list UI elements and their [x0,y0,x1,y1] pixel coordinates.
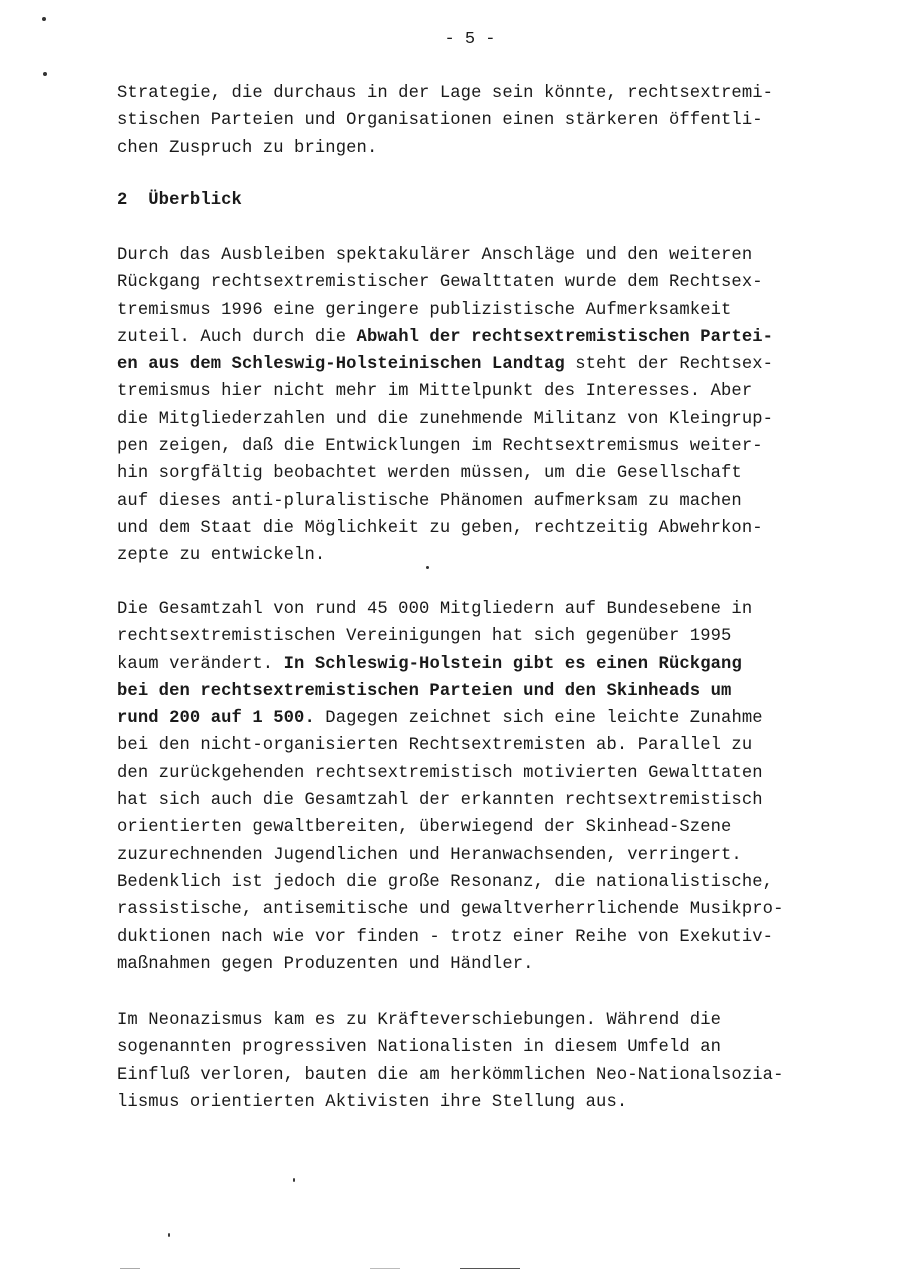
text-run: zepte zu entwickeln. [117,546,326,566]
text-run: die Mitgliederzahlen und die zunehmende Militanz von Kleingrup- [117,409,774,429]
paragraph-1 [117,80,837,162]
text-line: Strategie, die durchaus in der Lage sein könnte, rechtsextremi- [117,84,774,103]
text-line [117,651,837,678]
scan-speck [426,566,429,569]
text-run: zuzurechnenden Jugendlichen und Heranwachsenden, verringert. [117,845,742,865]
text-line [117,596,837,623]
text-line [117,433,837,460]
text-run: und dem Staat die Möglichkeit zu geben, rechtzeitig Abwehrkon- [117,518,763,538]
text-run: auf dieses anti-pluralistische Phänomen aufmerksam zu machen [117,491,742,511]
text-line [117,488,837,515]
text-line: Im Neonazismus kam es zu Kräfteverschiebungen. Während die [117,1011,722,1030]
section-heading-wrap [117,187,837,214]
paragraph-2 [117,242,837,570]
text-line [117,460,837,487]
text-line [117,242,837,269]
text-line [117,924,837,951]
scan-speck [293,1178,295,1182]
text-line: chen Zuspruch zu bringen. [117,138,378,158]
text-line [117,406,837,433]
bold-text-run: In Schleswig-Holstein gibt es einen Rückgang [283,654,742,674]
text-line [117,842,837,869]
text-run: orientierten gewaltbereiten, überwiegend der Skinhead-Szene [117,818,732,838]
scan-line [370,1268,400,1269]
text-run: tremismus hier nicht mehr im Mittelpunkt des Interesses. Aber [117,382,753,402]
text-run: duktionen nach wie vor finden - trotz einer Reihe von Exekutiv- [117,927,774,947]
paragraph-3 [117,596,837,978]
text-run: kaum verändert. [117,654,284,674]
scan-speck [168,1233,170,1237]
scan-line [120,1268,140,1269]
text-run: maßnahmen gegen Produzenten und Händler. [117,954,534,974]
text-line [117,951,837,978]
text-run: tremismus 1996 eine geringere publizistische Aufmerksamkeit [117,300,732,320]
text-line: Einfluß verloren, bauten die am herkömmlichen Neo-Nationalsozia- [117,1065,784,1085]
text-line [117,269,837,296]
text-line [117,542,837,569]
text-run: rechtsextremistischen Vereinigungen hat sich gegenüber 1995 [117,627,732,647]
scan-speck [42,17,46,21]
text-line [117,351,837,378]
text-run: bei den nicht-organisierten Rechtsextremisten ab. Parallel zu [117,736,753,756]
text-line [117,623,837,650]
text-run: hin sorgfältig beobachtet werden müssen, um die Gesellschaft [117,464,742,484]
text-line [117,678,837,705]
text-line [117,378,837,405]
text-run: rassistische, antisemitische und gewaltverherrlichende Musikpro- [117,900,784,920]
text-run: Die Gesamtzahl von rund 45 000 Mitgliedern auf Bundesebene in [117,600,753,619]
text-run: hat sich auch die Gesamtzahl der erkannten rechtsextremistisch [117,791,763,811]
text-run: pen zeigen, daß die Entwicklungen im Rechtsextremismus weiter- [117,437,763,457]
text-line [117,705,837,732]
paragraph-4 [117,1007,837,1116]
text-line [117,324,837,351]
text-run: Dagegen zeichnet sich eine leichte Zunahme [314,709,763,729]
page-number: - 5 - [444,30,496,49]
text-line: stischen Parteien und Organisationen einen stärkeren öffentli- [117,111,763,131]
text-run: zuteil. Auch durch die [117,327,357,347]
scan-speck [43,72,47,76]
scan-line [460,1268,520,1269]
text-line: lismus orientierten Aktivisten ihre Stellung aus. [117,1092,628,1112]
text-line: sogenannten progressiven Nationalisten in diesem Umfeld an [117,1038,722,1058]
bold-text-run: rund 200 auf 1 500. [117,709,315,729]
text-run: Bedenklich ist jedoch die große Resonanz, die nationalistische, [117,872,774,892]
text-line [117,515,837,542]
text-line [117,787,837,814]
text-run: den zurückgehenden rechtsextremistisch motivierten Gewalttaten [117,763,763,783]
bold-text-run: bei den rechtsextremistischen Parteien und den Skinheads um [117,681,732,701]
text-line [117,760,837,787]
bold-text-run: en aus dem Schleswig-Holsteinischen Landtag [117,355,565,375]
text-line [117,814,837,841]
section-heading: 2 Überblick [117,191,242,210]
text-line [117,869,837,896]
text-line [117,297,837,324]
bold-text-run: Abwahl der rechtsextremistischen Partei- [356,327,774,347]
text-run: Rückgang rechtsextremistischer Gewalttaten wurde dem Rechtsex- [117,273,763,293]
text-run: steht der Rechtsex- [564,355,774,375]
text-line [117,732,837,759]
text-run: Durch das Ausbleiben spektakulärer Anschläge und den weiteren [117,246,753,265]
text-line [117,896,837,923]
